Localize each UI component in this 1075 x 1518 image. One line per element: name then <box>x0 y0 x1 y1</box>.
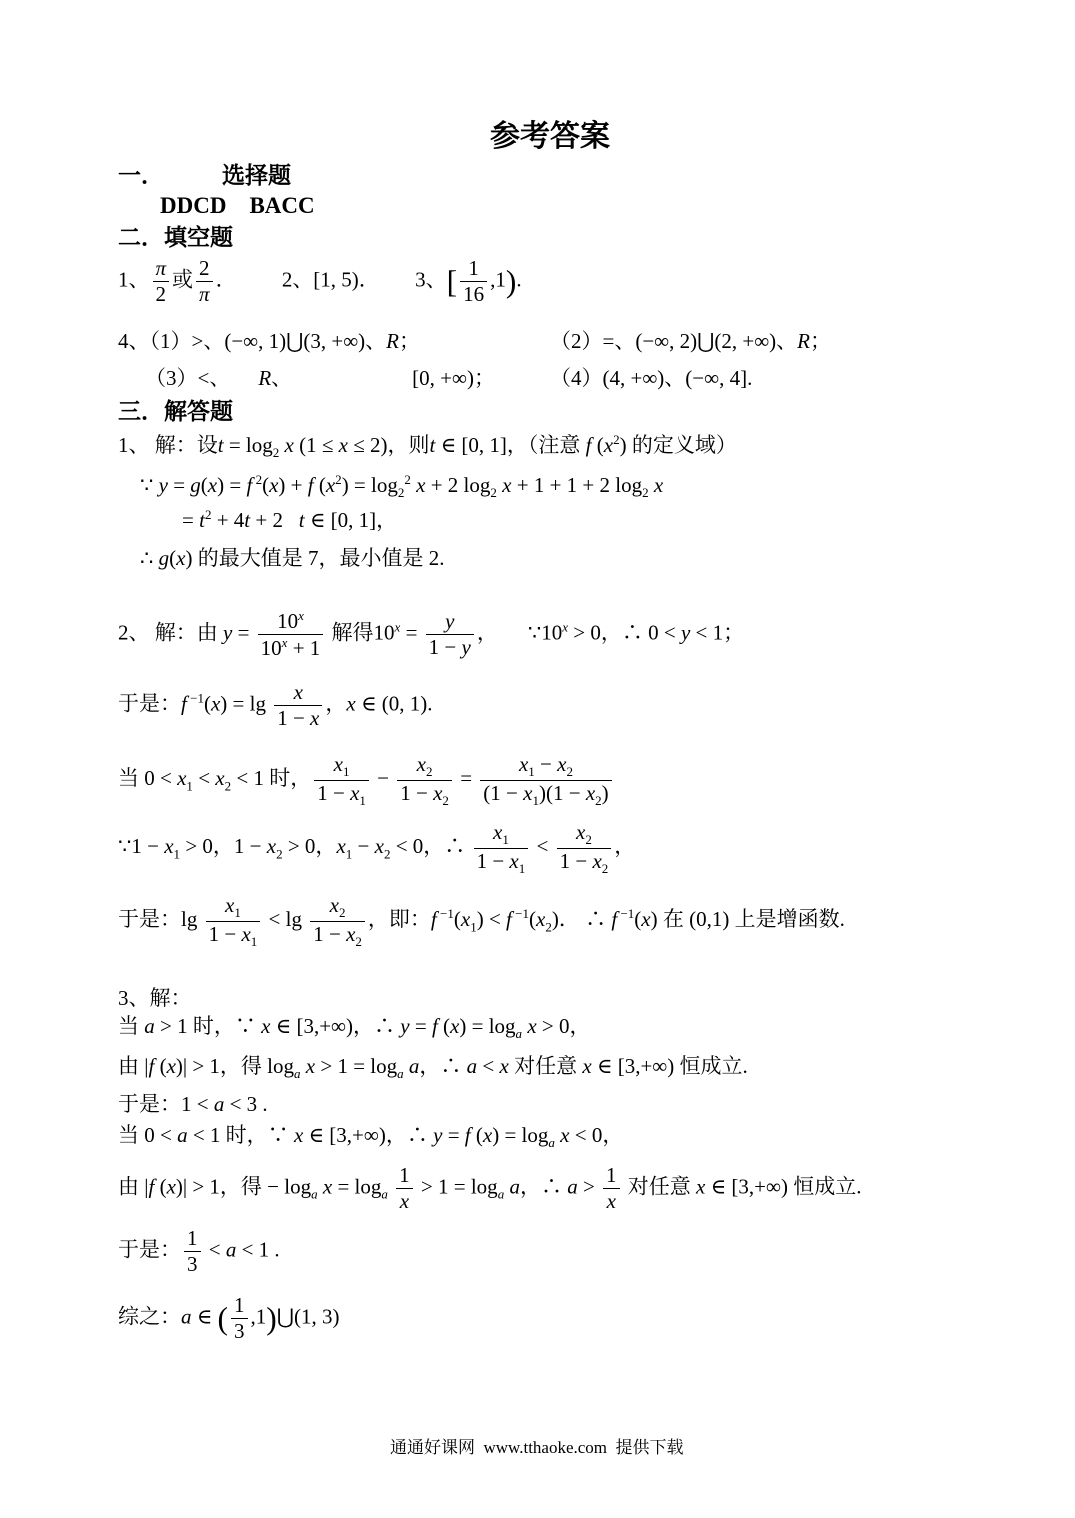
problem-3-conclusion: 综之：a ∈ ( $\frac{1}{3}$ ,1)⋃(1, 3) <box>118 1293 340 1344</box>
fill-answer-4-part4: （4）(4, +∞)、(−∞, 4]. <box>550 366 753 390</box>
problem-3-line-5: 当 0 < a < 1 时，∵ x ∈ [3,+∞)，∴ y = f $(x) = \log_a x < 0$， <box>118 1123 624 1151</box>
problem-1-line-1: 1、 解：设$t = \log_2 x$ (1 ≤ x ≤ 2)，则t ∈ [0, 1]，（注意 f $(x^2)$ 的定义域） <box>118 432 737 461</box>
problem-3-line-4: 于是：1 < a < 3 . <box>118 1092 268 1116</box>
fraction: $\frac{1}{16}$ <box>460 256 487 307</box>
fraction: $\frac{x_1}{1 - x_1}$ <box>206 893 261 950</box>
problem-2-line-2: 于是：f $^{-1}$(x) = lg $\frac{x}{1 - x}$ ，x ∈ (0, 1). <box>118 680 433 731</box>
page-title: 参考答案 <box>490 120 610 153</box>
fraction: $\frac{10^x}{10^x + 1}$ <box>258 608 324 661</box>
problem-3-line-7: 于是： $\frac{1}{3}$ < a < 1 . <box>118 1226 280 1277</box>
fraction: $\frac{\pi}{2}$ <box>153 256 170 307</box>
fraction: $\frac{1}{3}$ <box>231 1293 248 1344</box>
fill-answers-1-3: 1、 $\frac{\pi}{2}$ 或 $\frac{2}{\pi}$ ． 2、[1, 5)． 3、[ $\frac{1}{16}$ ,1). <box>118 256 522 307</box>
problem-3-line-1: 3、解： <box>118 986 192 1010</box>
problem-1-line-2: ∵ y = g(x) = f $^2$(x) + f $(x^2) = \log_2^2 x + 2$ $\log_2 x + 1 + 1 + 2$ $\log_2 x$ <box>140 472 664 501</box>
fraction: $\frac{1}{x}$ <box>603 1163 620 1214</box>
problem-2-line-1: 2、 解：由 y = $\frac{10^x}{10^x + 1}$ 解得$10^x$ = $\frac{y}{1 - y}$ ， $\because 10^x > 0$，∴ 0 < y < 1； <box>118 608 745 661</box>
fill-answer-4-part2: （2）=、(−∞, 2)⋃(2, +∞)、R； <box>550 329 831 353</box>
choice-answers: DDCD BACC <box>160 193 315 218</box>
problem-3-line-6: 由 |f (x)| > 1，得 − $\log_a x = \log_a$ $\frac{1}{x}$ > $1 = \log_a a$，∴ a > $\frac{1}{x}$ 对任意 x ∈ [3,+∞) 恒成立. <box>118 1163 862 1214</box>
fraction: $\frac{1}{3}$ <box>184 1226 201 1277</box>
problem-1-line-3: = $t^2 + 4t + 2$ t ∈ [0, 1]， <box>182 507 398 532</box>
section-solve-heading: 三．解答题 <box>118 399 233 424</box>
problem-2-line-3: 当 $0 < x_1 < x_2 < 1$ 时， $\frac{x_1}{1 - x_1}$ − $\frac{x_2}{1 - x_2}$ = $\frac{x_1 - x_2}{(1 - x_1)(1 - x_2)}$ <box>118 752 615 809</box>
section-choice-title: 选择题 <box>222 163 291 188</box>
section-choice-number: 一． <box>118 163 164 188</box>
fraction: $\frac{x_1}{1 - x_1}$ <box>314 752 369 809</box>
problem-3-line-2: 当 a > 1 时，∵ x ∈ [3,+∞)，∴ y = f $(x) = \log_a x > 0$， <box>118 1014 591 1042</box>
problem-2-line-5: 于是：lg $\frac{x_1}{1 - x_1}$ < lg $\frac{x_2}{1 - x_2}$ ，即：f $^{-1}(x_1) < f$ $^{-1}(x_2)$． ∴ f $^{-1}$(x) 在 (0,1) 上是增函数. <box>118 893 845 949</box>
fraction: $\frac{y}{1 - y}$ <box>426 609 474 660</box>
footer-text: 通通好课网 www.tthaoke.com 提供下载 <box>390 1438 684 1457</box>
section-fill-heading: 二．填空题 <box>118 225 233 250</box>
section-choice-heading <box>118 162 291 191</box>
fill-answer-4-part1: 4、（1）>、(−∞, 1)⋃(3, +∞)、R； <box>118 329 420 353</box>
problem-2-line-4: ∵1 − $x_1 > 0$，$1 - x_2 > 0$，$x_1 - x_2 < 0$，∴ $\frac{x_1}{1 - x_1}$ < $\frac{x_2}{1 - x_2}$ ， <box>118 820 636 876</box>
problem-3-line-3: 由 |f (x)| > 1，得 $\log_a x > 1 = \log_a a$，∴ a < x 对任意 x ∈ [3,+∞) 恒成立. <box>118 1054 748 1082</box>
fraction: $\frac{2}{\pi}$ <box>196 256 213 307</box>
problem-1-line-4: ∴ g(x) 的最大值是 7，最小值是 2. <box>140 546 445 570</box>
fraction: $\frac{x_1 - x_2}{(1 - x_1)(1 - x_2)}$ <box>480 752 611 809</box>
fraction: $\frac{x}{1 - x}$ <box>274 680 322 731</box>
fraction: $\frac{x_1}{1 - x_1}$ <box>474 820 529 877</box>
fraction: $\frac{x_2}{1 - x_2}$ <box>397 752 452 809</box>
fill-answer-4-part3: （3）<、 R、 [0, +∞)； <box>145 366 495 390</box>
fraction: $\frac{1}{x}$ <box>396 1163 413 1214</box>
fraction: $\frac{x_2}{1 - x_2}$ <box>310 893 365 950</box>
fraction: $\frac{x_2}{1 - x_2}$ <box>557 820 612 877</box>
